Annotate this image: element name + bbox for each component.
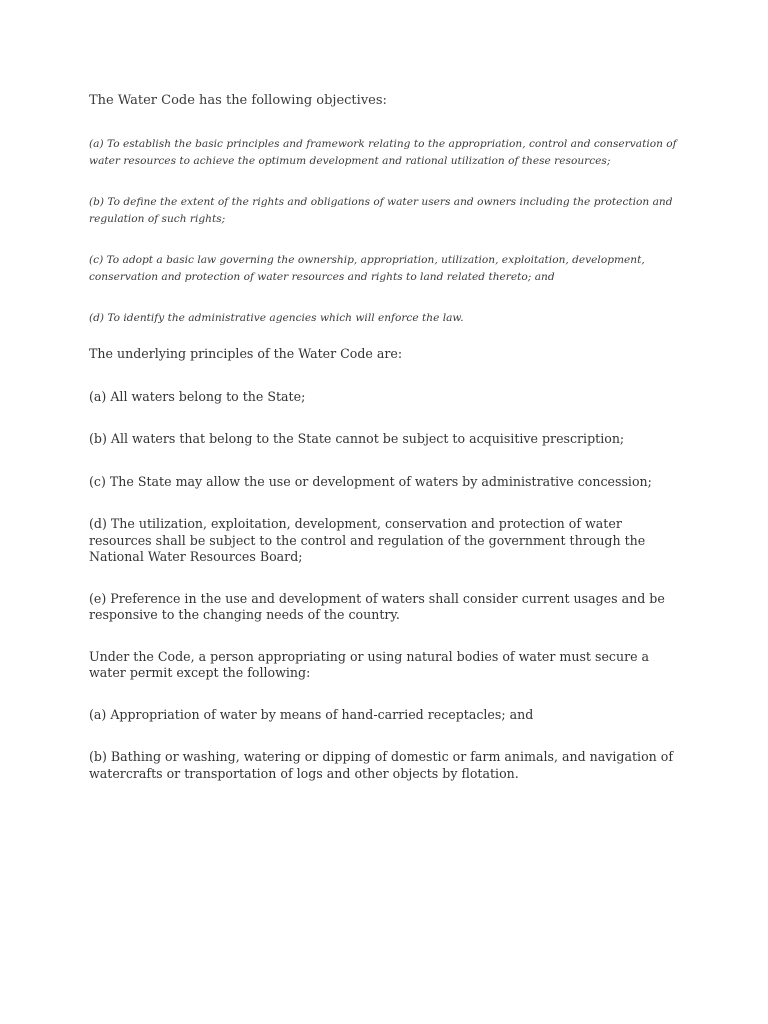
principles-heading: The underlying principles of the Water Code are: xyxy=(89,346,403,361)
objectives-heading: The Water Code has the following objectives: xyxy=(89,93,387,108)
exceptions-heading: Under the Code, a person appropriating or using natural bodies of water must secure a water permit except the following: xyxy=(89,648,650,680)
document-page xyxy=(89,92,679,782)
principle-b: (b) All waters that belong to the State cannot be subject to acquisitive prescription; xyxy=(89,431,625,446)
objective-d: (d) To identify the administrative agencies which will enforce the law. xyxy=(89,312,464,324)
principle-d: (d) The utilization, exploitation, development, conservation and protection of water resources shall be subject to the control and regulation of the government through the National Water Resources Board; xyxy=(89,516,646,564)
principle-e: (e) Preference in the use and development of waters shall consider current usages and be responsive to the changing needs of the country. xyxy=(89,590,665,622)
objective-b: (b) To define the extent of the rights and obligations of water users and owners including the protection and regulation of such rights; xyxy=(89,196,673,225)
principle-a: (a) All waters belong to the State; xyxy=(89,388,306,404)
exception-a: (a) Appropriation of water by means of hand-carried receptacles; and xyxy=(89,706,534,722)
objective-c: (c) To adopt a basic law governing the ownership, appropriation, utilization, exploitation, development, conservation and protection of water resources and rights to land related thereto; and xyxy=(89,254,645,283)
exception-b: (b) Bathing or washing, watering or dipping of domestic or farm animals, and navigation of watercrafts or transportation of logs and other objects by flotation. xyxy=(89,749,674,781)
objective-a: (a) To establish the basic principles and framework relating to the appropriation, control and conservation of water resources to achieve the optimum development and rational utilization of these resources; xyxy=(89,138,677,167)
principle-c: (c) The State may allow the use or development of waters by administrative concession; xyxy=(89,473,652,489)
